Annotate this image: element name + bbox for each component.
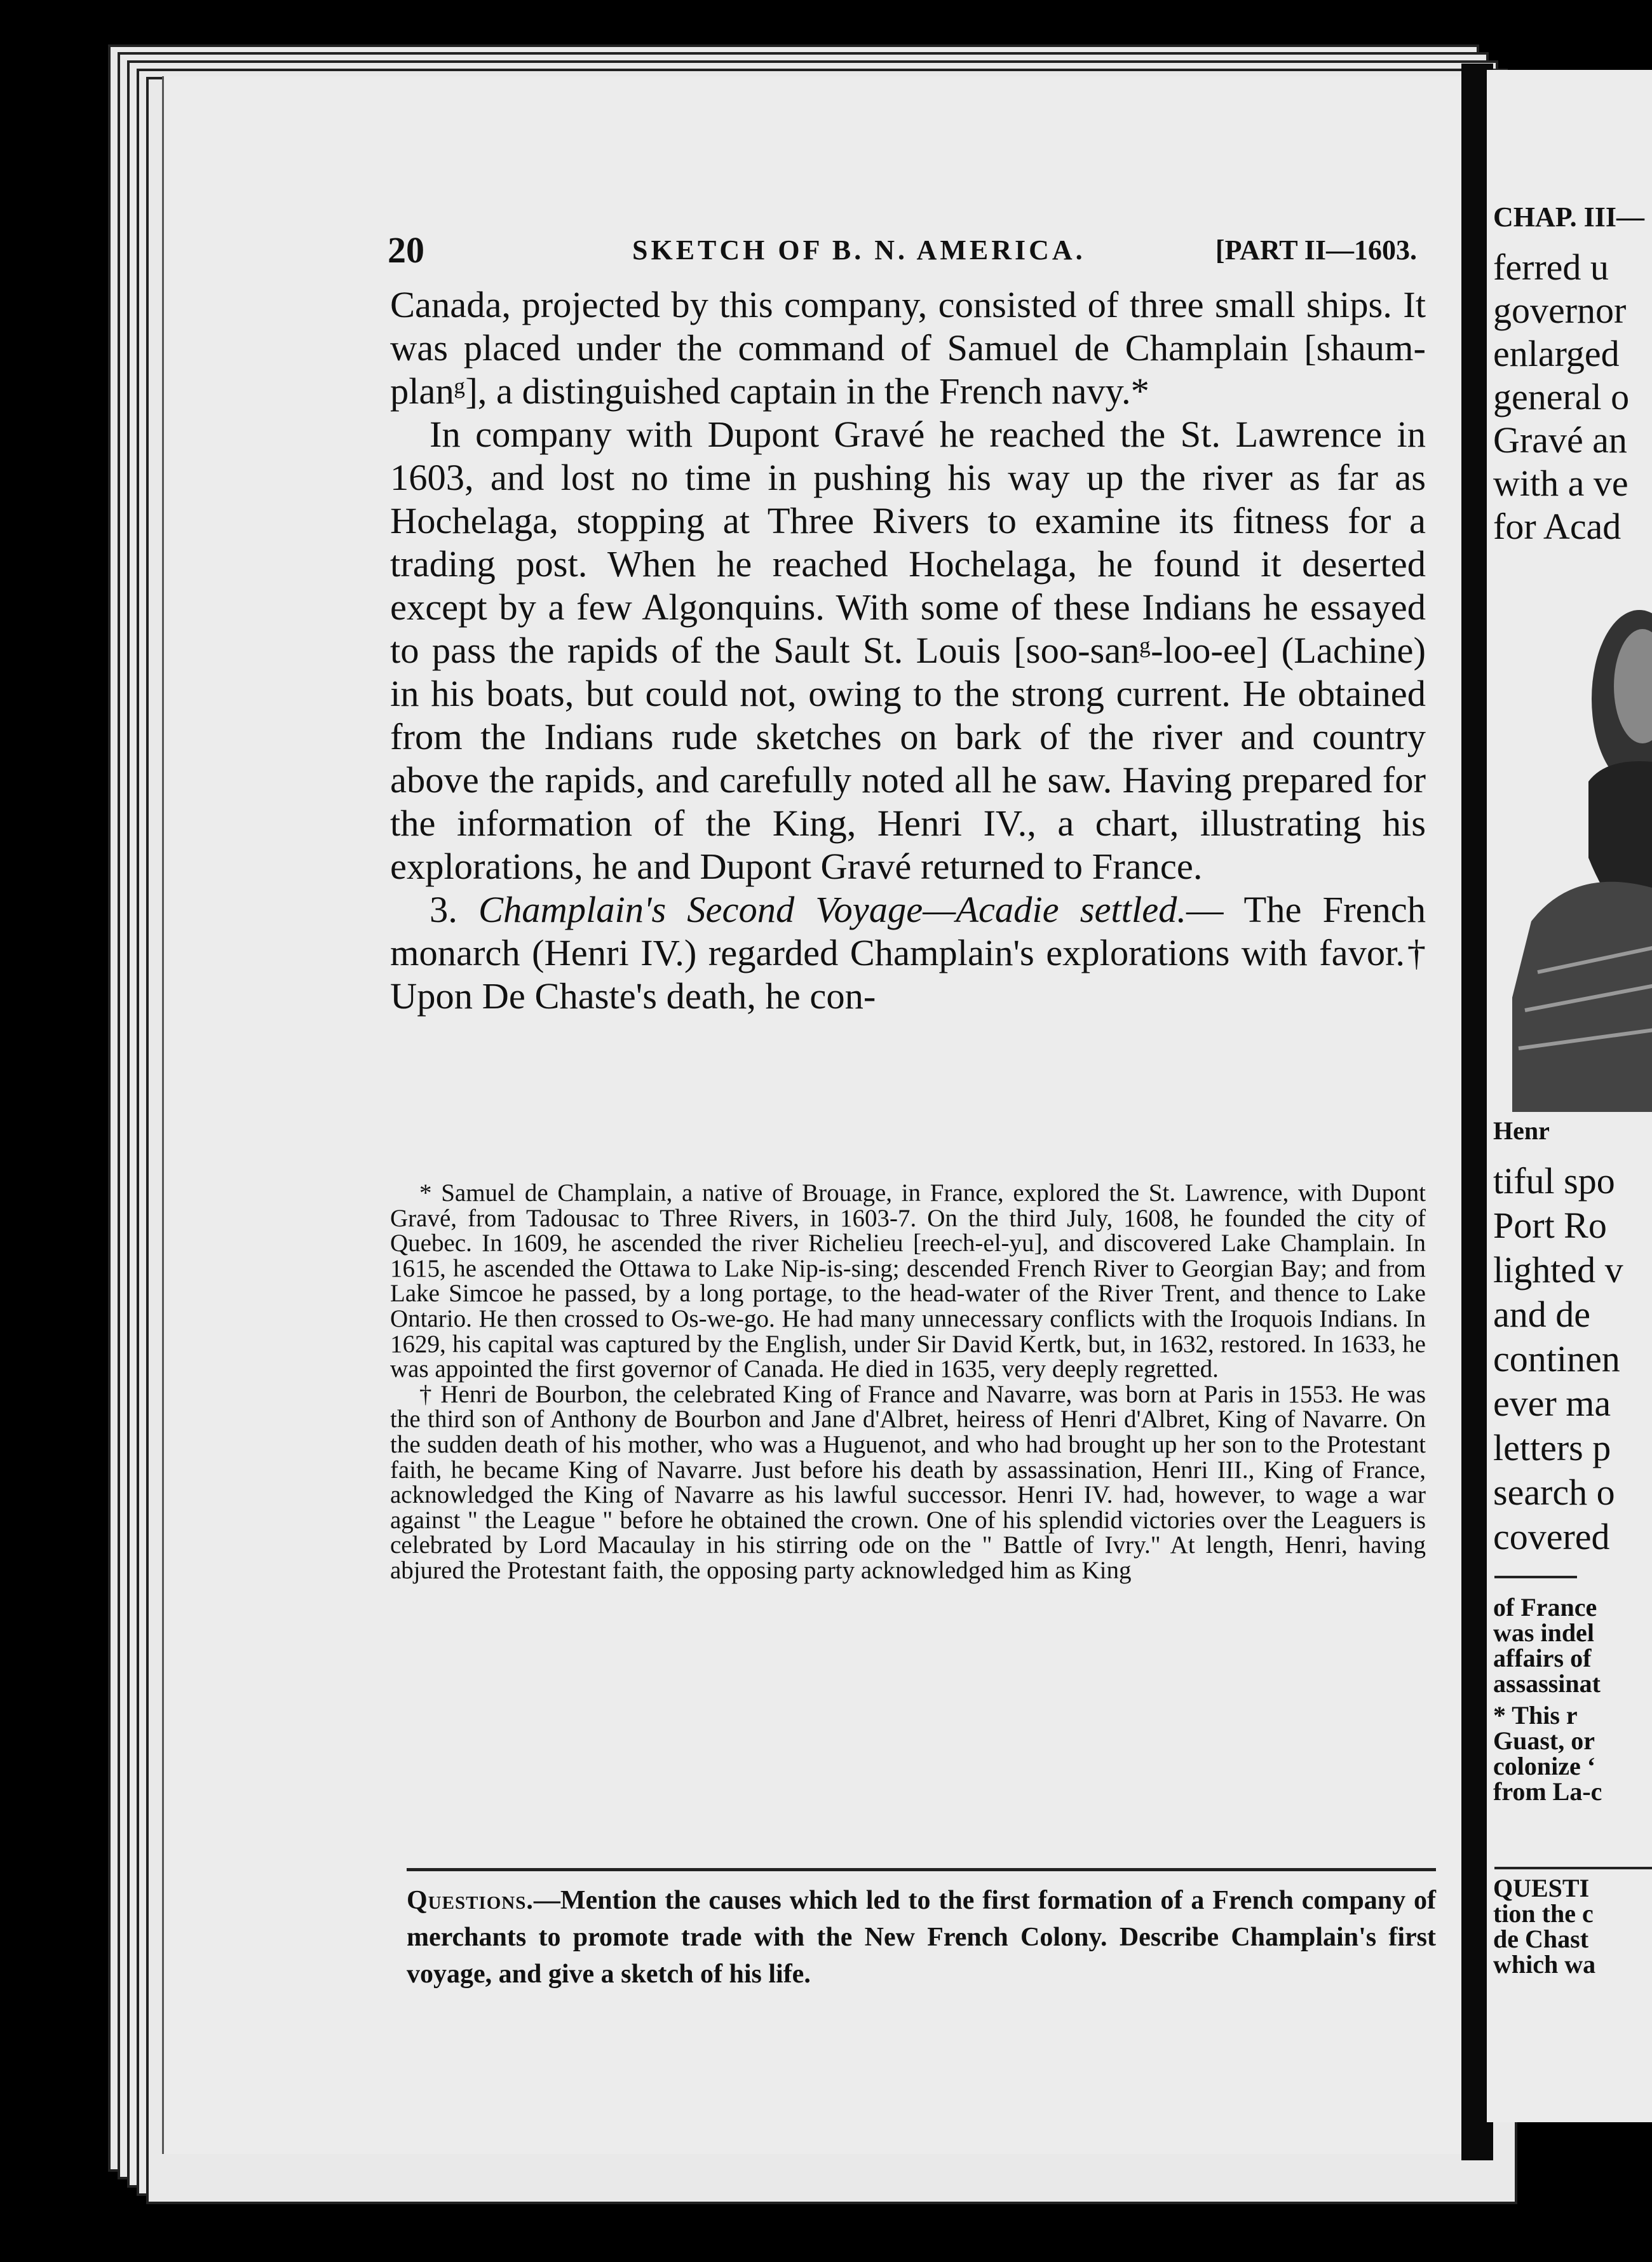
right-footnote-line: of France	[1493, 1593, 1597, 1622]
footnotes	[390, 1181, 1426, 1583]
right-question-rule	[1494, 1867, 1652, 1869]
right-line: and de	[1493, 1294, 1590, 1335]
portrait-caption: Henr	[1493, 1116, 1550, 1145]
right-line: tiful spo	[1493, 1160, 1615, 1202]
paragraph-1: Canada, projected by this company, consisted of three small ships. It was placed under the command of Samuel de Champlain [shaum-planᵍ], a distinguished captain in the French navy.*	[390, 284, 1426, 412]
right-footnote-rule	[1494, 1576, 1577, 1578]
section-title: Champlain's Second Voyage—Acadie settled.	[478, 889, 1187, 930]
right-line: ferred u	[1493, 247, 1609, 288]
right-line: enlarged	[1493, 333, 1620, 374]
questions-block	[407, 1882, 1436, 1993]
right-footnote-line: colonize ‘	[1493, 1752, 1596, 1780]
right-question-line: which wa	[1493, 1950, 1596, 1979]
paragraph-2: In company with Dupont Gravé he reached the St. Lawrence in 1603, and lost no time in pushing his way up the river as far as Hochelaga, stopping at Three Rivers to examine its fitness for a trading post. When he reached Hochelaga, he found it deserted except by a few Algonquins. With some of these Indians he essayed to pass the rapids of the Sault St. Louis [soo-sanᵍ-loo-ee] (Lachine) in his boats, but could not, owing to the strong current. He obtained from the Indians rude sketches on bark of the river and country above the rapids, and carefully noted all he saw. Having prepared for the information of the King, Henri IV., a chart, illustrating his explorations, he and Dupont Gravé returned to France.	[390, 414, 1426, 887]
running-header	[388, 229, 1417, 271]
right-line: for Acad	[1493, 506, 1622, 547]
right-footnote-line: affairs of	[1493, 1644, 1592, 1672]
questions-label: Questions.	[407, 1886, 534, 1915]
right-page-fragment	[1487, 70, 1652, 2122]
right-line: Gravé an	[1493, 419, 1627, 461]
paragraph-3-text: — The French monarch (Henri IV.) regarded Champlain's explorations with favor.† Upon De Chaste's death, he con-	[390, 889, 1426, 1017]
portrait-engraving	[1512, 591, 1652, 1112]
footnote-champlain: * Samuel de Champlain, a native of Brouage, in France, explored the St. Lawrence, with Dupont Gravé, from Tadousac to Three Rivers, in 1603-7. On the third July, 1608, he founded the city of Quebec. In 1609, he ascended the river Richelieu [reech-el-yu], and discovered Lake Champlain. In 1615, he ascended the Ottawa to Lake Nip-is-sing; descended French River to Georgian Bay; and from Lake Simcoe he passed, by a long portage, to the head-water of the River Trent, and thence to Lake Ontario. He then crossed to Os-we-go. He had many unnecessary conflicts with the Iroquois Indians. In 1629, his capital was captured by the English, under Sir David Kertk, but, in 1632, restored. In 1633, he was appointed the first governor of Canada. He died in 1635, very deeply regretted.	[390, 1179, 1426, 1383]
right-question-line: tion the c	[1493, 1899, 1594, 1928]
footnote-henri: † Henri de Bourbon, the celebrated King of France and Navarre, was born at Paris in 1553. He was the third son of Anthony de Bourbon and Jane d'Albret, heiress of Henri d'Albret, King of Navarre. On the sudden death of his mother, who was a Huguenot, and who had brought up her son to the Protestant faith, he became King of Navarre. Just before his death by assassination, Henri III., King of France, acknowledged the King of Navarre as his lawful successor. Henri IV. had, however, to wage a war against " the League " before he obtained the crown. One of his splendid victories over the Leaguers is celebrated by Lord Macaulay in his stirring ode on the " Battle of Ivry." At length, Henri, having abjured the Protestant faith, the opposing party acknowledged him as King	[390, 1380, 1426, 1584]
right-line: ever ma	[1493, 1383, 1611, 1424]
right-line: Port Ro	[1493, 1205, 1607, 1246]
running-title: SKETCH OF B. N. AMERICA.	[632, 234, 1086, 266]
right-line: letters p	[1493, 1427, 1611, 1468]
section-number: 3.	[430, 889, 457, 930]
right-footnote-line: was indel	[1493, 1618, 1594, 1647]
right-line: governor	[1493, 290, 1627, 331]
page-number: 20	[388, 229, 424, 271]
right-footnote-line: from La-c	[1493, 1777, 1602, 1806]
right-page-header: CHAP. III—	[1493, 201, 1644, 233]
paragraph-3	[390, 888, 1426, 1018]
right-footnote-line: assassinat	[1493, 1669, 1601, 1698]
right-line: covered	[1493, 1516, 1610, 1557]
right-footnote-line: * This r	[1493, 1701, 1578, 1730]
main-text	[390, 283, 1426, 1018]
right-footnote-line: Guast, or	[1493, 1726, 1595, 1755]
right-line: continen	[1493, 1338, 1620, 1379]
right-line: search o	[1493, 1472, 1615, 1513]
right-line: general o	[1493, 376, 1630, 417]
divider-rule	[407, 1868, 1436, 1871]
part-label: [PART II—1603.	[1215, 234, 1417, 266]
right-question-line: de Chast	[1493, 1925, 1589, 1953]
right-line: lighted v	[1493, 1249, 1623, 1290]
questions-text: —Mention the causes which led to the first formation of a French company of merchants to promote trade with the New French Colony. Describe Champlain's first voyage, and give a sketch of his life.	[407, 1886, 1436, 1989]
right-line: with a ve	[1493, 463, 1628, 504]
right-question-line: QUESTI	[1493, 1874, 1590, 1902]
